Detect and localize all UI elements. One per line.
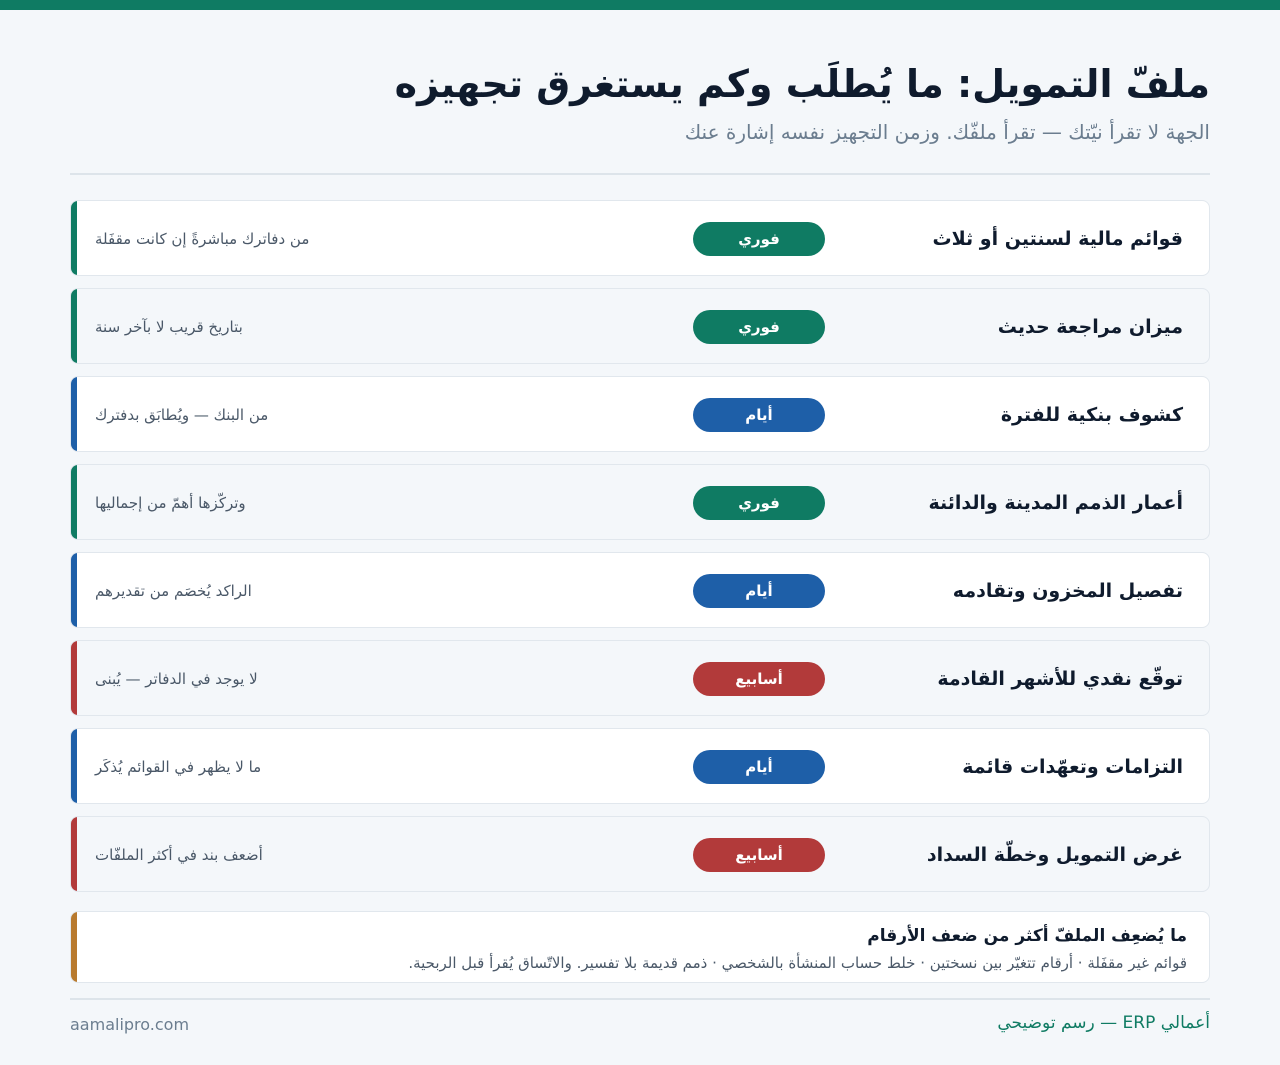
requirement-note: لا يوجد في الدفاتر — يُبنى <box>95 670 258 688</box>
time-badge: أيام <box>693 750 825 784</box>
callout-body: قوائم غير مقفَلة · أرقام تتغيّر بين نسختين · خلط حساب المنشأة بالشخصي · ذمم قديمة بلا تفسير. والاتّساق يُقرأ قبل الربحية. <box>408 954 1187 972</box>
row-status-stripe <box>71 465 77 539</box>
requirement-label: التزامات وتعهّدات قائمة <box>962 756 1183 778</box>
requirement-label: كشوف بنكية للفترة <box>1000 404 1183 426</box>
requirement-row <box>70 816 1210 892</box>
time-badge: أيام <box>693 574 825 608</box>
time-badge: فوري <box>693 310 825 344</box>
time-badge: فوري <box>693 486 825 520</box>
callout-accent-stripe <box>71 912 77 982</box>
requirements-list <box>70 200 1210 904</box>
requirement-label: قوائم مالية لسنتين أو ثلاث <box>932 228 1183 250</box>
requirement-row <box>70 376 1210 452</box>
footer-site-link[interactable]: aamalipro.com <box>70 1015 190 1034</box>
requirement-note: بتاريخ قريب لا بآخر سنة <box>95 318 243 336</box>
row-status-stripe <box>71 553 77 627</box>
footer-divider <box>70 998 1210 1000</box>
page-subtitle: الجهة لا تقرأ نيّتك — تقرأ ملفّك. وزمن التجهيز نفسه إشارة عنك <box>684 120 1210 144</box>
row-status-stripe <box>71 729 77 803</box>
row-status-stripe <box>71 289 77 363</box>
requirement-note: وتركّزها أهمّ من إجماليها <box>95 494 246 512</box>
requirement-note: أضعف بند في أكثر الملفّات <box>95 846 263 864</box>
row-status-stripe <box>71 641 77 715</box>
requirement-row <box>70 640 1210 716</box>
requirement-label: توقّع نقدي للأشهر القادمة <box>937 668 1183 690</box>
time-badge: أسابيع <box>693 838 825 872</box>
top-accent-bar <box>0 0 1280 10</box>
requirement-label: ميزان مراجعة حديث <box>997 316 1183 338</box>
requirement-label: أعمار الذمم المدينة والدائنة <box>928 492 1183 514</box>
requirement-row <box>70 200 1210 276</box>
requirement-row <box>70 728 1210 804</box>
time-badge: فوري <box>693 222 825 256</box>
callout-title: ما يُضعِف الملفّ أكثر من ضعف الأرقام <box>867 926 1187 946</box>
footer-brand: أعمالي ERP — رسم توضيحي <box>997 1013 1210 1033</box>
requirement-row <box>70 552 1210 628</box>
warning-callout <box>70 911 1210 983</box>
requirement-note: ما لا يظهر في القوائم يُذكَر <box>95 758 262 776</box>
requirement-label: غرض التمويل وخطّة السداد <box>926 844 1183 866</box>
header-divider <box>70 173 1210 175</box>
requirement-label: تفصيل المخزون وتقادمه <box>952 580 1183 602</box>
page-title: ملفّ التمويل: ما يُطلَب وكم يستغرق تجهيزه <box>394 62 1210 106</box>
requirement-note: الراكد يُخصَم من تقديرهم <box>95 582 252 600</box>
requirement-row <box>70 464 1210 540</box>
requirement-note: من دفاترك مباشرةً إن كانت مقفَلة <box>95 230 310 248</box>
requirement-note: من البنك — ويُطابَق بدفترك <box>95 406 269 424</box>
row-status-stripe <box>71 377 77 451</box>
row-status-stripe <box>71 201 77 275</box>
row-status-stripe <box>71 817 77 891</box>
time-badge: أسابيع <box>693 662 825 696</box>
requirement-row <box>70 288 1210 364</box>
time-badge: أيام <box>693 398 825 432</box>
